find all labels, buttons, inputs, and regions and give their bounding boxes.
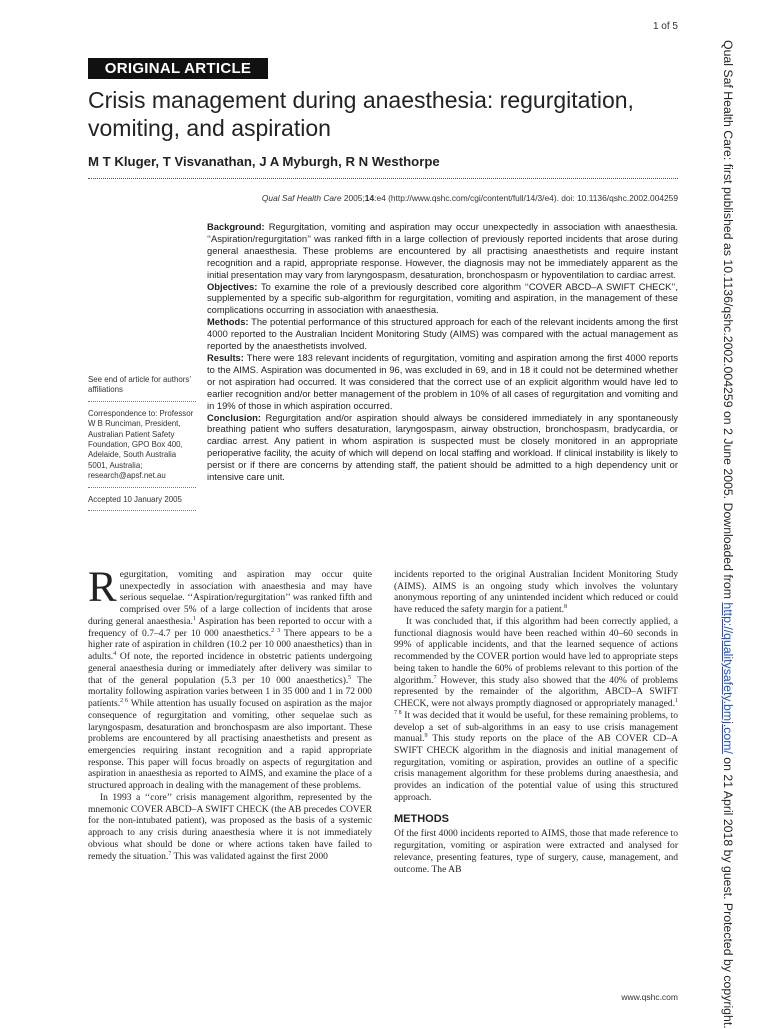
abstract-methods xyxy=(207,317,678,353)
abstract xyxy=(207,222,678,484)
abstract-objectives-label: Objectives: xyxy=(207,281,258,292)
abstract-conclusion-label: Conclusion: xyxy=(207,412,261,423)
body-text: The mortality following aspiration varies between 1 in 35 000 and 1 in 72 000 patients. xyxy=(88,674,372,710)
body-text: However, this study also showed that the 40% of problems represented by the remainder of the algorithm, ABCD–A SWIFT CHECK, were not always promptly diagnosed or appropriately managed. xyxy=(394,674,678,710)
header-divider xyxy=(88,178,678,179)
body-column-left xyxy=(88,564,373,862)
reference-mark: 1 xyxy=(192,615,196,622)
journal-name: Qual Saf Health Care xyxy=(261,193,342,203)
body-paragraph xyxy=(88,792,372,862)
see-end-note: See end of article for authors’ affiliations xyxy=(88,375,191,395)
reference-mark: 2 3 xyxy=(271,627,281,634)
reference-mark: 9 xyxy=(424,733,428,740)
abstract-results-label: Results: xyxy=(207,352,244,363)
abstract-conclusion-text: Regurgitation and/or aspiration should always be considered immediately in any spontaneously breathing patient who suffers desaturation, laryngospasm, airway obstruction, bronchospasm, bradycardia, or cardiac arrest. Any patient in whom aspiration is suspected must be closely monitored in an appropriate perioperative facility, the acuity of which will depend on local staffing and workload. If clinical instability is likely to persist or if there are concerns by attending staff, the patient should be admitted to a high dependency unit or intensive care unit. xyxy=(207,412,678,483)
body-text: egurgitation, vomiting and aspiration may occur quite unexpectedly in association with anaesthesia and may have serious sequelae. ‘‘Aspiration/regurgitation’’ was ranked fifth and comprised over 5% of a large collection of incidents that arose during general anaesthesia. xyxy=(88,569,372,627)
accepted-date: Accepted 10 January 2005 xyxy=(88,494,182,504)
reference-mark: 2 6 xyxy=(120,697,129,704)
body-text: It was concluded that, if this algorithm had been correctly applied, a functional diagnosis would have been reached within 40–60 seconds in 99% of applicable incidents, and that the learned sequence of actions recommended by the COVER portion would have led to appropriate steps being taken to handle the 60% of problems relevant to this portion of the algorithm. xyxy=(394,615,678,686)
abstract-background-text: Regurgitation, vomiting and aspiration may occur unexpectedly in association with anaesthesia. ‘‘Aspiration/regurgitation’’ was ranked fifth in a large collection of previously reported incidents that arose during general anaesthesia. These problems are encountered by all practising anaesthetists and require instant recognition and a rapid, appropriate response. However, the diagnosis may not be immediately apparent as the initial presentation may vary from laryngospasm, desaturation, bronchospasm or hypoventilation to cardiac arrest. xyxy=(207,222,678,280)
body-text: Aspiration has been reported to occur with a frequency of 0.7–4.7 per 10 000 anaesthetics. xyxy=(88,615,372,639)
abstract-objectives xyxy=(207,282,678,318)
body-text: In 1993 a ‘‘core’’ crisis management algorithm, represented by the mnemonic COVER ABCD–A SWIFT CHECK (the AB precedes COVER for the non-intubated patient), was proposed as the basis of a systemic approach to any crisis during anaesthesia where it is not immediately obvious what should be done or where actions taken have failed to remedy the situation. xyxy=(88,791,372,862)
abstract-results-text: There were 183 relevant incidents of regurgitation, vomiting and aspiration among the first 4000 reports to the AIMS. Aspiration was documented in 96, was excluded in 69, and in 18 it could not be determined whether or not aspiration had occurred. It was considered that the correct use of an explicit algorithm would have led to earlier recognition and/or better management of the problem in 10% of all cases of regurgitation and vomiting and in 19% of those in which aspiration occurred. xyxy=(207,352,678,411)
abstract-methods-text: The potential performance of this structured approach for each of the relevant incidents among the first 4000 reported to the Australian Incident Monitoring Study (AIMS) was compared with the actual management as reported by the anaesthetists involved. xyxy=(207,317,678,352)
abstract-background xyxy=(207,222,678,282)
reference-mark: 7 xyxy=(168,850,172,857)
drop-cap: R xyxy=(88,564,117,611)
affiliation-divider xyxy=(88,487,196,488)
page-number: 1 of 5 xyxy=(652,21,678,32)
reference-mark: 7 xyxy=(433,674,437,681)
affiliations-panel xyxy=(88,375,196,518)
affiliation-divider xyxy=(88,401,196,402)
methods-heading: METHODS xyxy=(394,812,449,825)
reference-mark: 5 xyxy=(348,674,352,681)
body-text: While attention has usually focused on aspiration as the major consequence of regurgitation and vomiting, other sequelae such as laryngospasm, desaturation and bronchospasm are also important. These problems are encountered by all practising anaesthetists and present as emergencies requiring instant recognition and a rapid appropriate response. This paper will focus broadly on aspects of regurgitation and aspiration in anaesthesia as reported to AIMS, and examine the place of a structured approach in dealing with the management of these problems. xyxy=(88,698,373,792)
reference-mark: 1 7 8 xyxy=(394,697,678,716)
download-notice-suffix: on 21 April 2018 by guest. Protected by copyright. xyxy=(721,753,735,1029)
body-paragraph xyxy=(88,564,373,792)
correspondence: Correspondence to: Professor W B Runciman, President, Australian Patient Safety Foundation, GPO Box 400, Adelaide, South Australia 5001, Australia; research@apsf.net.au xyxy=(88,408,194,481)
body-text: It was decided that it would be useful, for these remaining problems, to develop a set of sub-algorithms in an easy to use crisis management manual. xyxy=(394,709,679,745)
download-notice-prefix: Qual Saf Health Care: first published as 10.1136/qshc.2002.004259 on 2 June 2005. Downloaded from xyxy=(721,40,735,603)
citation-year: 2005; xyxy=(341,193,365,203)
article-title: Crisis management during anaesthesia: regurgitation, vomiting, and aspiration xyxy=(88,87,634,141)
abstract-conclusion xyxy=(207,413,678,484)
author-list: M T Kluger, T Visvanathan, J A Myburgh, R N Westhorpe xyxy=(88,154,440,169)
abstract-results xyxy=(207,353,678,413)
article-type-badge: ORIGINAL ARTICLE xyxy=(88,58,268,79)
download-notice xyxy=(721,40,735,1029)
body-text: This study reports on the place of the AB COVER CD–A SWIFT CHECK algorithm in the diagnosis and initial management of regurgitation, vomiting or aspiration, provides an outline of a specific crisis management algorithm for these problems during anaesthesia, and provides an indication of the potential value of using this structured approach. xyxy=(394,733,678,803)
body-paragraph xyxy=(394,616,678,804)
body-text: Of the first 4000 incidents reported to AIMS, those that made reference to regurgitation, vomiting or aspiration were extracted and analysed for relevance, presenting features, type of surgery, cause, management, and outcome. The AB xyxy=(394,828,678,875)
body-text: incidents reported to the original Australian Incident Monitoring Study (AIMS). AIMS is an ongoing study which involves the voluntary anonymous reporting of any unintended incident which reduced or could have reduced the safety margin for a patient. xyxy=(394,569,678,616)
reference-mark: 8 xyxy=(564,604,568,611)
citation-volume: 14 xyxy=(364,193,375,203)
body-paragraph xyxy=(394,828,678,875)
citation-line xyxy=(262,193,678,203)
affiliation-divider xyxy=(88,510,196,511)
reference-mark: 4 xyxy=(113,650,117,657)
abstract-background-label: Background: xyxy=(207,222,265,232)
body-text: Of note, the reported incidence in obstetric patients undergoing general anaesthesia during or immediately after delivery was similar to that of the general population (5.3 per 10 000 anaesthetics). xyxy=(88,651,372,686)
abstract-objectives-text: To examine the role of a previously described core algorithm ‘‘COVER ABCD–A SWIFT CHECK’’, supplemented by a specific sub-algorithm for regurgitation, vomiting and aspiration, in the management of these complications occurring in association with anaesthesia. xyxy=(207,281,678,316)
citation-doi: :e4 (http://www.qshc.com/cgi/content/full/14/3/e4). doi: 10.1136/qshc.2002.004259 xyxy=(374,193,678,203)
journal-site-link[interactable]: http://qualitysafety.bmj.com/ xyxy=(721,602,735,754)
body-text: There appears to be a higher rate of aspiration in children (10.2 per 10 000 anaesthetics) than in adults. xyxy=(88,627,372,663)
footer-url: www.qshc.com xyxy=(621,992,678,1002)
body-column-right xyxy=(394,569,678,875)
body-paragraph xyxy=(394,569,678,616)
abstract-methods-label: Methods: xyxy=(207,317,249,328)
body-text: This was validated against the first 2000 xyxy=(171,850,328,862)
